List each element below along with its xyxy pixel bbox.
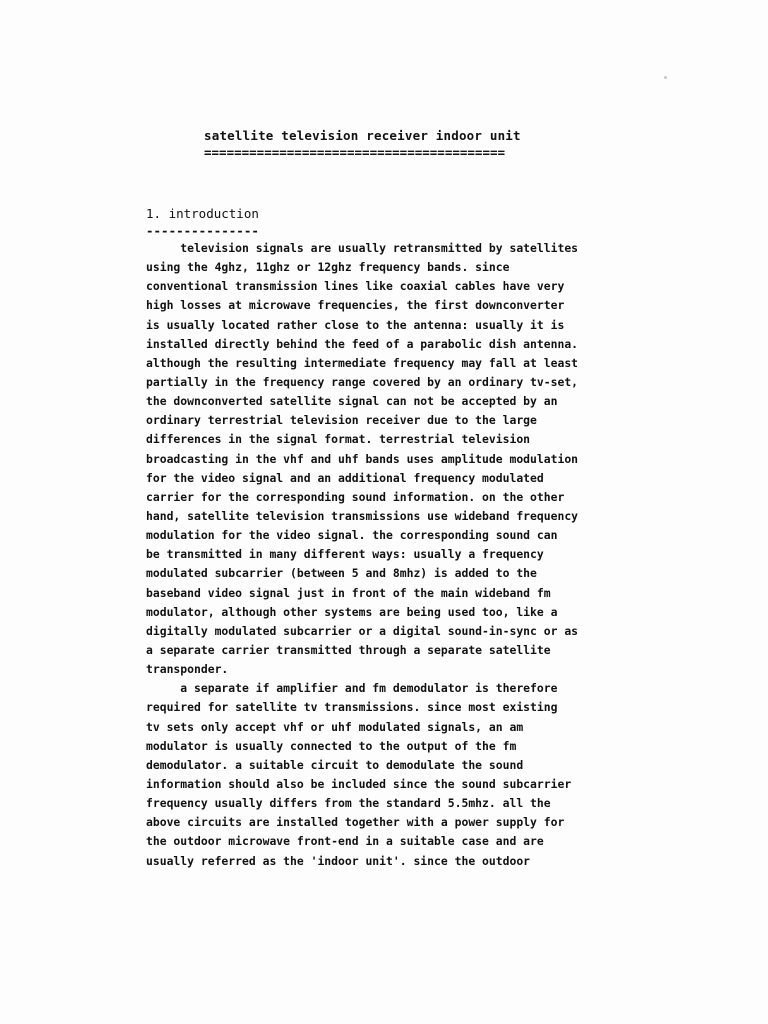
text-line: modulation for the video signal. the corresponding sound can: [146, 528, 558, 543]
text-line: digitally modulated subcarrier or a digital sound-in-sync or as: [146, 623, 579, 638]
text-line: installed directly behind the feed of a parabolic dish antenna.: [146, 336, 579, 351]
text-line: the outdoor microwave front-end in a suitable case and are: [146, 834, 544, 849]
text-line: a separate carrier transmitted through a separate satellite: [146, 642, 551, 657]
section-heading: 1. introduction: [146, 206, 259, 221]
text-line: for the video signal and an additional frequency modulated: [146, 470, 544, 485]
title-underline: ========================================: [204, 146, 506, 160]
text-line: baseband video signal just in front of the main wideband fm: [146, 585, 551, 600]
text-line: partially in the frequency range covered by an ordinary tv-set,: [146, 374, 579, 389]
text-line: although the resulting intermediate frequency may fall at least: [146, 355, 579, 370]
text-line: using the 4ghz, 11ghz or 12ghz frequency bands. since: [146, 260, 510, 275]
text-line: tv sets only accept vhf or uhf modulated signals, an am: [146, 719, 524, 734]
text-line: modulator, although other systems are being used too, like a: [146, 604, 558, 619]
text-line: broadcasting in the vhf and uhf bands uses amplitude modulation: [146, 451, 579, 466]
body-text: [146, 239, 646, 871]
text-line: a separate if amplifier and fm demodulator is therefore: [146, 681, 558, 696]
text-line: conventional transmission lines like coaxial cables have very: [146, 279, 565, 294]
text-line: differences in the signal format. terrestrial television: [146, 432, 531, 447]
text-line: be transmitted in many different ways: usually a frequency: [146, 547, 544, 562]
text-line: usually referred as the 'indoor unit'. since the outdoor: [146, 853, 531, 868]
text-line: transponder.: [146, 662, 229, 677]
text-line: frequency usually differs from the standard 5.5mhz. all the: [146, 796, 551, 811]
text-line: hand, satellite television transmissions use wideband frequency: [146, 508, 579, 523]
text-line: required for satellite tv transmissions. since most existing: [146, 700, 558, 715]
text-line: is usually located rather close to the antenna: usually it is: [146, 317, 565, 332]
section-underline: ---------------: [146, 223, 259, 238]
text-line: ordinary terrestrial television receiver due to the large: [146, 413, 537, 428]
text-line: carrier for the corresponding sound information. on the other: [146, 489, 565, 504]
text-line: high losses at microwave frequencies, the first downconverter: [146, 298, 565, 313]
text-line: demodulator. a suitable circuit to demodulate the sound: [146, 757, 524, 772]
scan-speck: [664, 76, 667, 79]
title-block: [204, 126, 534, 160]
text-line: modulated subcarrier (between 5 and 8mhz) is added to the: [146, 566, 537, 581]
text-line: the downconverted satellite signal can not be accepted by an: [146, 394, 558, 409]
text-line: modulator is usually connected to the output of the fm: [146, 738, 517, 753]
text-line: above circuits are installed together with a power supply for: [146, 815, 565, 830]
text-line: information should also be included since the sound subcarrier: [146, 776, 572, 791]
document-title: satellite television receiver indoor unit: [204, 128, 521, 143]
text-line: television signals are usually retransmitted by satellites: [146, 241, 579, 255]
